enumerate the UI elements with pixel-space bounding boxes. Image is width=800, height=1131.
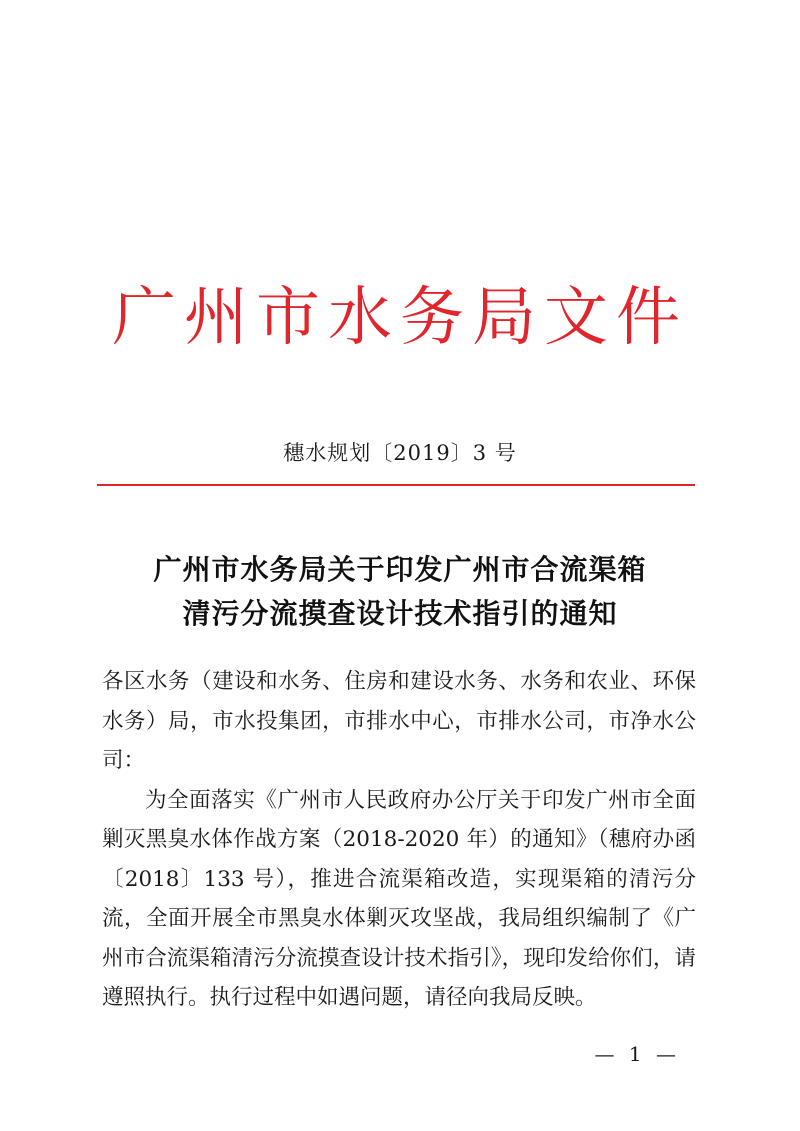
notice-title bbox=[0, 548, 800, 636]
notice-title-line-2: 清污分流摸查设计技术指引的通知 bbox=[182, 597, 618, 630]
page-number: — 1 — bbox=[594, 1042, 680, 1066]
issuer-header: 广州市水务局文件 bbox=[112, 281, 688, 355]
red-divider-line bbox=[97, 484, 695, 486]
document-body bbox=[102, 662, 696, 1018]
document-number: 穗水规划〔2019〕3 号 bbox=[283, 441, 517, 465]
notice-title-line-1: 广州市水务局关于印发广州市合流渠箱 bbox=[153, 553, 647, 586]
addressee-paragraph: 各区水务（建设和水务、住房和建设水务、水务和农业、环保水务）局，市水投集团，市排水中心，市排水公司，市净水公司： bbox=[102, 669, 696, 773]
body-paragraph: 为全面落实《广州市人民政府办公厅关于印发广州市全面剿灭黑臭水体作战方案（2018-2020 年）的通知》（穗府办函〔2018〕133 号），推进合流渠箱改造，实现渠箱的清污分流，全面开展全市黑臭水体剿灭攻坚战，我局组织编制了《广州市合流渠箱清污分流摸查设计技术指引》，现印发给你们，请遵照执行。执行过程中如遇问题，请径向我局反映。 bbox=[102, 787, 696, 1010]
